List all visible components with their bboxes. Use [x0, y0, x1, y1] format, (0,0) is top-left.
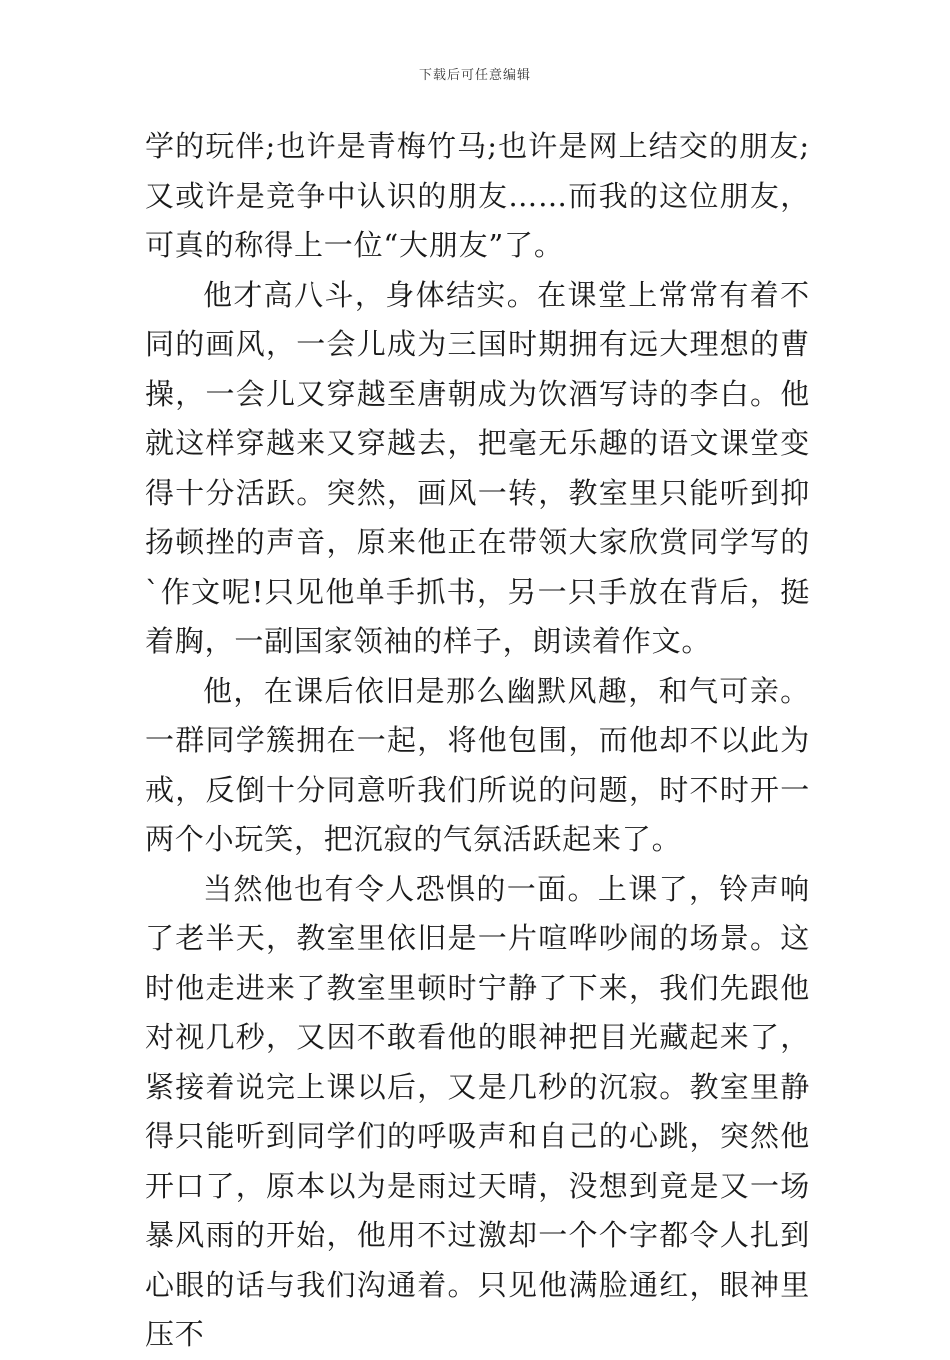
page-header-note: 下载后可任意编辑	[418, 68, 531, 83]
paragraph-2: 他才高八斗，身体结实。在课堂上常常有着不同的画风，一会儿成为三国时期拥有远大理想的曹操，一会儿又穿越至唐朝成为饮酒写诗的李白。他就这样穿越来又穿越去，把毫无乐趣的语文课堂变得十分活跃。突然，画风一转，教室里只能听到抑扬顿挫的声音，原来他正在带领大家欣赏同学写的`作文呢!只见他单手抓书，另一只手放在背后，挺着胸，一副国家领袖的样子，朗读着作文。	[145, 277, 810, 658]
paragraph-4: 当然他也有令人恐惧的一面。上课了，铃声响了老半天，教室里依旧是一片喧哗吵闹的场景。这时他走进来了教室里顿时宁静了下来，我们先跟他对视几秒，又因不敢看他的眼神把目光藏起来了，紧接着说完上课以后，又是几秒的沉寂。教室里静得只能听到同学们的呼吸声和自己的心跳，突然他开口了，原本以为是雨过天晴，没想到竟是又一场暴风雨的开始，他用不过激却一个个字都令人扎到心眼的话与我们沟通着。只见他满脸通红，眼神里压不	[145, 871, 810, 1351]
document-body	[145, 122, 810, 1360]
paragraph-1: 学的玩伴;也许是青梅竹马;也许是网上结交的朋友;又或许是竞争中认识的朋友……而我的这位朋友，可真的称得上一位“大朋友”了。	[145, 129, 810, 262]
paragraph-3: 他，在课后依旧是那么幽默风趣，和气可亲。一群同学簇拥在一起，将他包围，而他却不以此为戒，反倒十分同意听我们所说的问题，时不时开一两个小玩笑，把沉寂的气氛活跃起来了。	[145, 673, 810, 856]
